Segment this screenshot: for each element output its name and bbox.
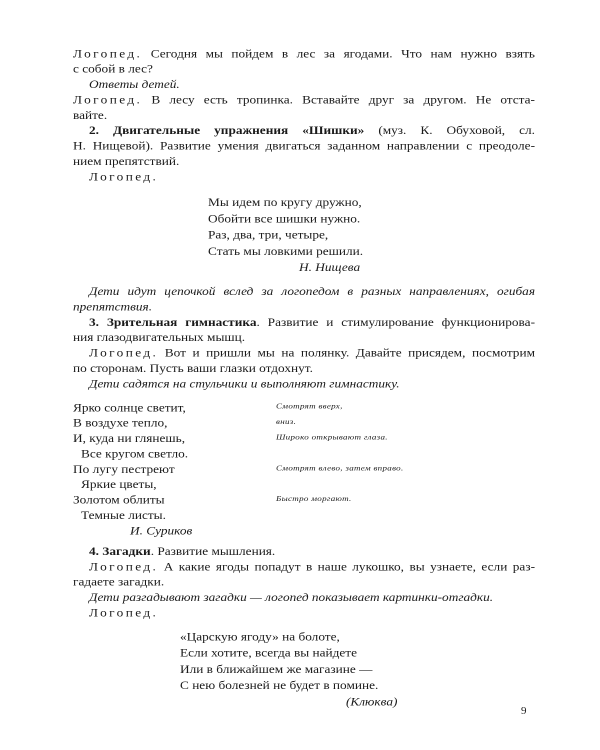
speaker-label: Логопед. — [89, 170, 159, 183]
poem-line: Ярко солнце светит, — [73, 400, 186, 414]
section-3-heading: 3. Зрительная гимнастика — [89, 315, 257, 329]
poem-author: Н. Нищева — [299, 260, 361, 274]
riddle-line: «Царскую ягоду» на болоте, — [180, 630, 340, 643]
speaker-label: Логопед. — [73, 47, 143, 60]
intro-line-5: вайте. — [73, 108, 108, 122]
riddle-line: Если хотите, всегда вы найдете — [180, 646, 358, 660]
poem-line: В воздухе тепло, — [73, 416, 168, 430]
riddle-line: С нею болезней не будет в помине. — [180, 678, 379, 692]
section-2-heading: 2. Двигательные упражнения «Шишки» — [89, 123, 365, 137]
poem-line: По лугу пестреют — [73, 462, 175, 476]
section-4-text: А какие ягоды попадут в наше лукошко, вы узнаете, если раз- — [158, 560, 535, 573]
speaker-label: Логопед. — [89, 560, 159, 573]
exercise-direction: Широко открывают глаза. — [276, 432, 388, 442]
section-2-line-2: Н. Нищевой). Развитие умения двигаться заданном направлении с преодоле- — [73, 139, 535, 153]
speaker-label: Логопед. — [89, 606, 159, 620]
section-2-text: (муз. К. Обуховой, сл. — [364, 123, 535, 137]
poem-line: Раз, два, три, четыре, — [208, 228, 329, 242]
page-number: 9 — [521, 705, 527, 717]
section-4-text: . Развитие мышления. — [150, 544, 276, 558]
intro-line-1 — [73, 46, 535, 61]
section-4-line-3: гадаете загадки. — [73, 575, 165, 589]
poem-line: Мы идем по кругу дружно, — [208, 195, 362, 209]
stage-direction: Дети садятся на стульчики и выполняют гимнастику. — [89, 377, 400, 390]
children-answers: Ответы детей. — [89, 77, 180, 91]
section-3-text: Вот и пришли мы на полянку. Давайте присядем, посмотрим — [158, 346, 535, 360]
speaker-label: Логопед. — [73, 93, 143, 107]
exercise-direction: Смотрят вверх, — [276, 401, 343, 411]
exercise-direction: вниз. — [276, 417, 297, 426]
poem-line: Золотом облиты — [73, 493, 165, 507]
section-3-heading-line — [89, 315, 535, 330]
section-3-line-2: ния глазодвигательных мышц. — [73, 330, 246, 344]
stage-direction: Дети разгадывают загадки — логопед показывает картинки-отгадки. — [89, 590, 494, 604]
section-4-heading: 4. Загадки — [89, 544, 151, 558]
exercise-direction: Быстро моргают. — [276, 494, 352, 503]
intro-line-2: с собой в лес? — [73, 62, 153, 76]
poem-line: Стать мы ловкими решили. — [208, 244, 364, 258]
section-3-line-4: по сторонам. Пусть ваши глазки отдохнут. — [73, 361, 313, 375]
intro-line-4 — [73, 92, 535, 107]
section-2-heading-line — [89, 123, 535, 138]
section-4-line-2 — [89, 559, 535, 574]
stage-direction: препятствия. — [73, 300, 153, 313]
speaker-label: Логопед. — [89, 346, 159, 360]
poem-author: И. Суриков — [130, 524, 193, 537]
section-2-line-3: нием препятствий. — [73, 154, 180, 168]
section-3-text: . Развитие и стимулирование функционирова- — [256, 315, 535, 329]
intro-text: В лесу есть тропинка. Вставайте друг за другом. Не отста- — [142, 93, 535, 107]
poem-line: Яркие цветы, — [81, 477, 157, 491]
exercise-direction: Смотрят влево, затем вправо. — [276, 463, 404, 472]
section-3-line-3 — [89, 345, 535, 360]
poem-line: И, куда ни глянешь, — [73, 431, 186, 445]
poem-line: Темные листы. — [81, 508, 166, 522]
intro-text: Сегодня мы пойдем в лес за ягодами. Что нам нужно взять — [142, 47, 535, 60]
riddle-line: Или в ближайшем же магазине — — [180, 662, 373, 676]
stage-direction: Дети идут цепочкой вслед за логопедом в разных направлениях, огибая — [89, 284, 535, 298]
riddle-answer: (Клюква) — [346, 695, 398, 708]
section-4-heading-line — [89, 544, 275, 559]
poem-line: Все кругом светло. — [81, 447, 189, 460]
poem-line: Обойти все шишки нужно. — [208, 212, 361, 225]
